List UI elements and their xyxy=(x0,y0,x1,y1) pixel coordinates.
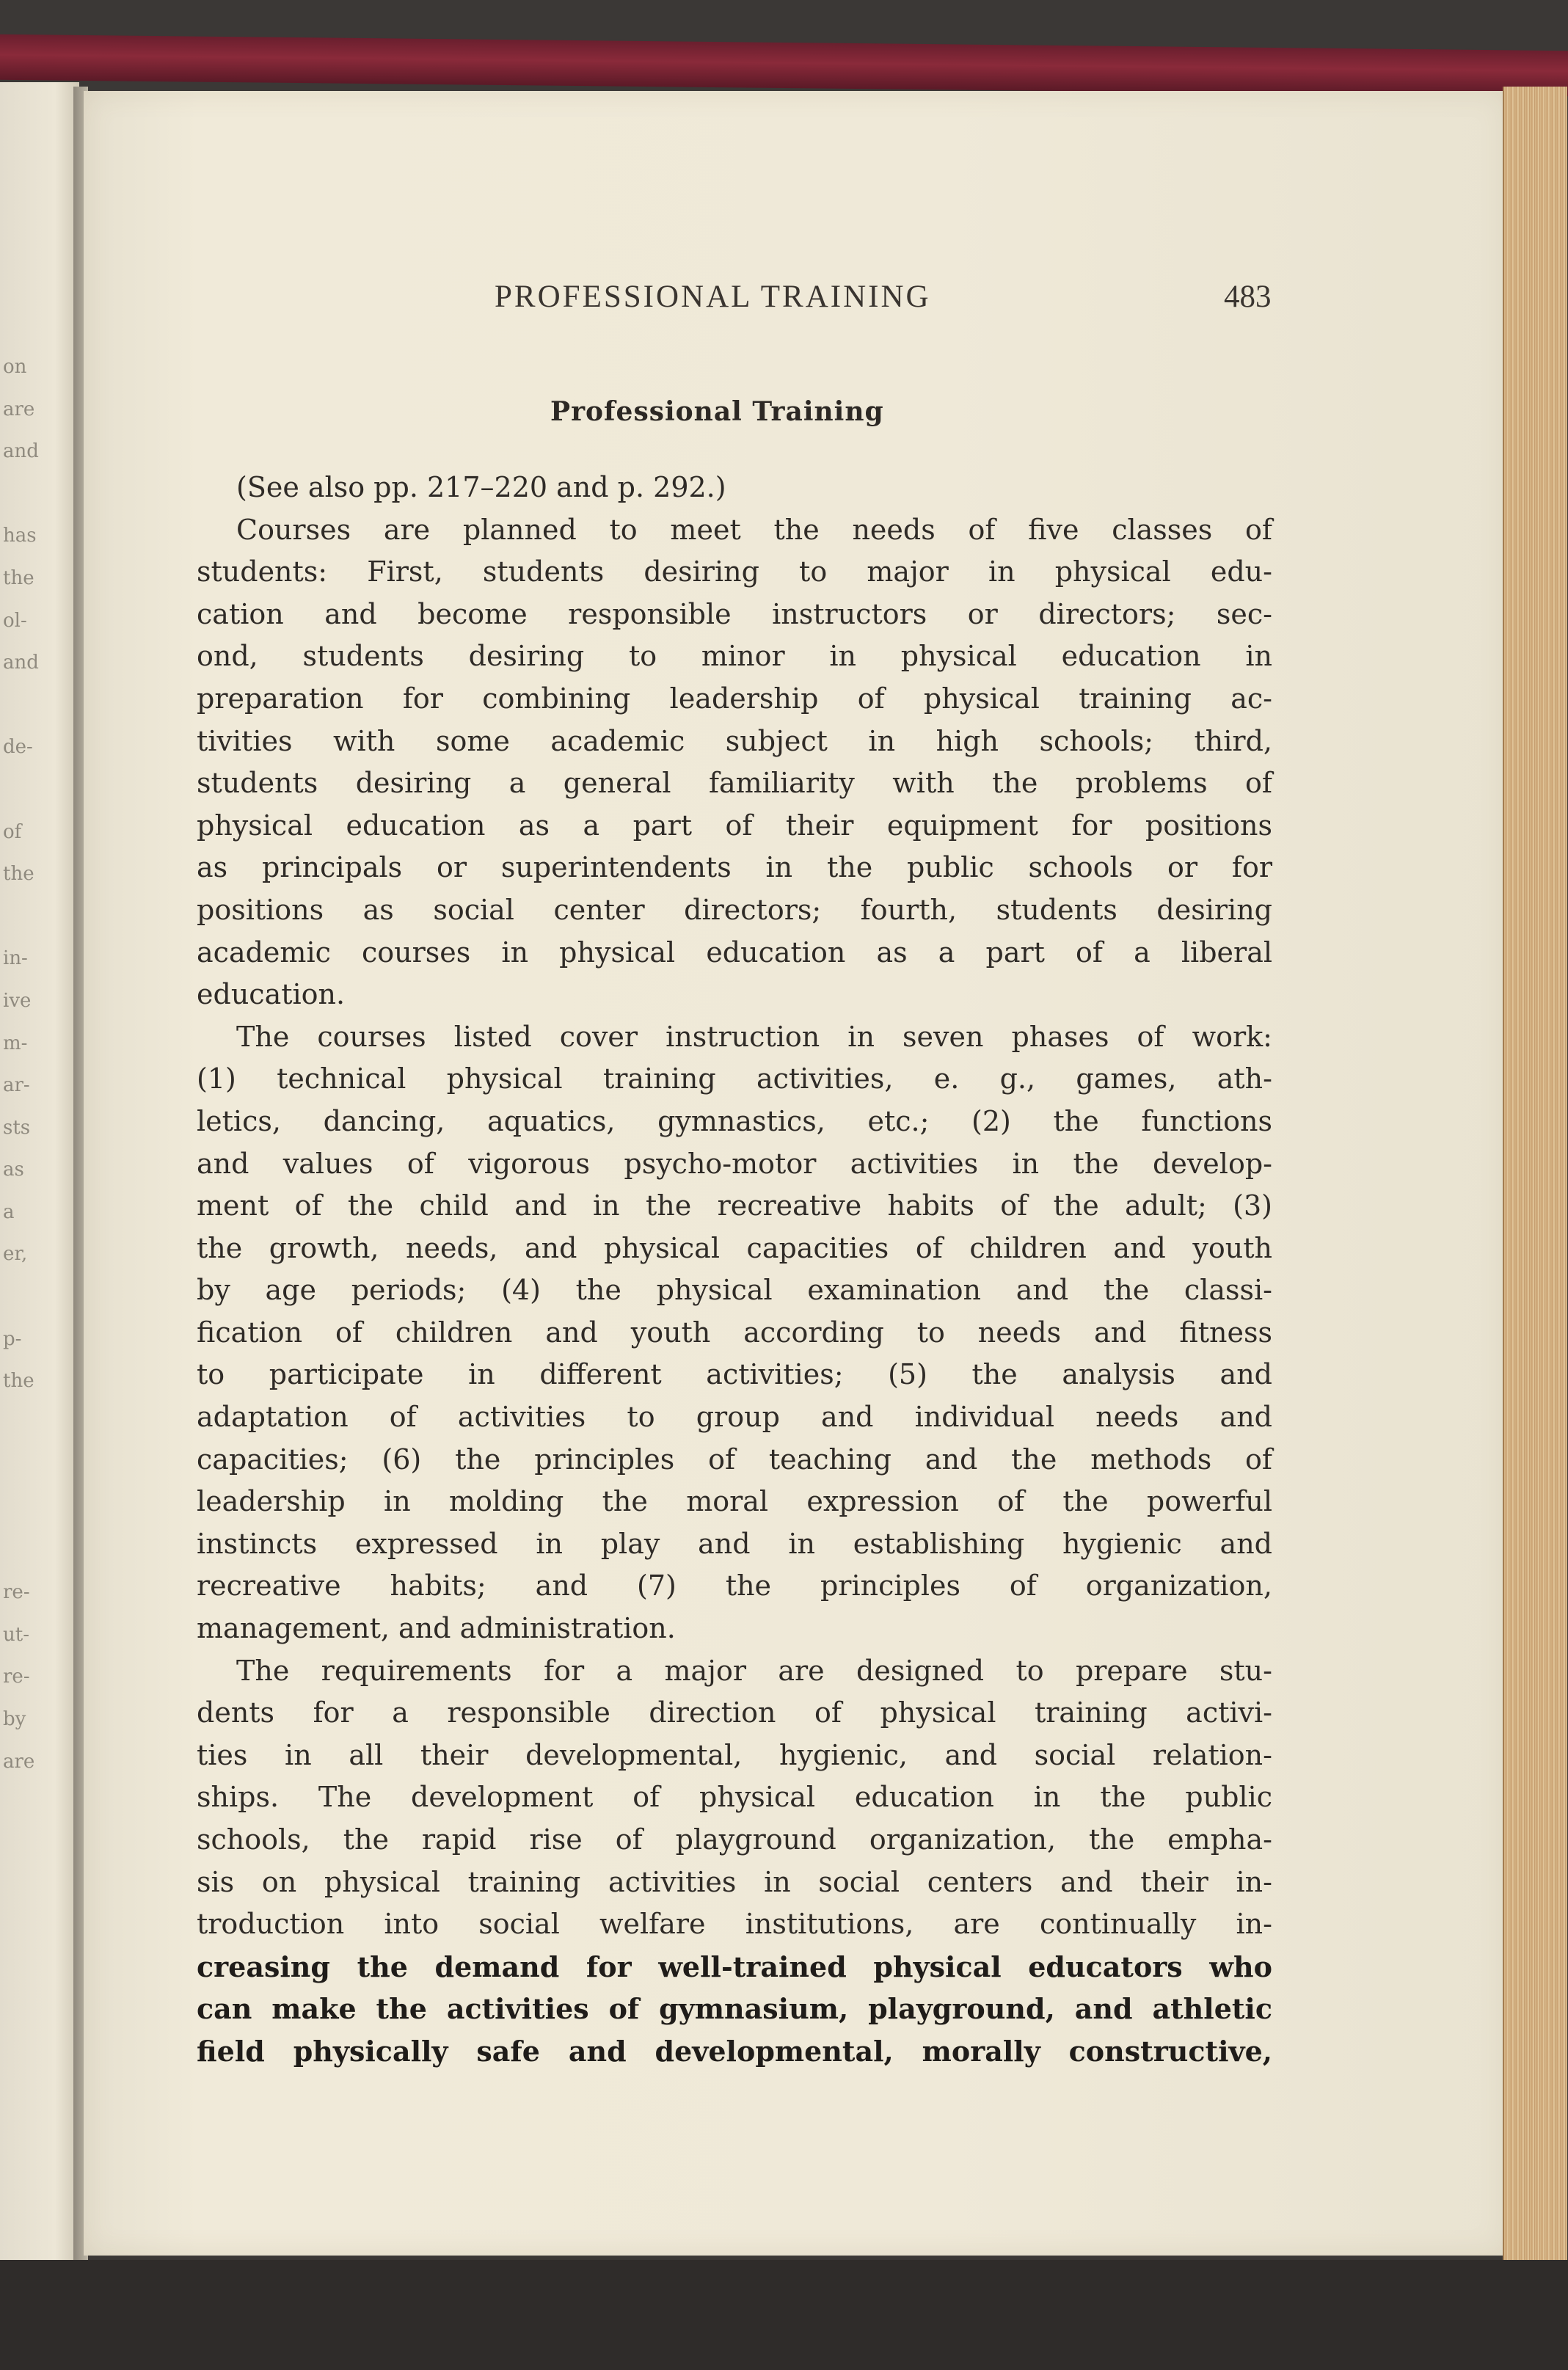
text-line: The courses listed cover instruction in seven phases of work: xyxy=(236,1020,1272,1053)
scan-background xyxy=(0,2260,1568,2370)
text-line: can make the activities of gymnasium, playground, and athletic xyxy=(197,1992,1272,2026)
previous-page-text-fragments xyxy=(3,346,62,1783)
text-line: Courses are planned to meet the needs of five classes of xyxy=(236,513,1272,546)
section-heading: Professional Training xyxy=(550,396,884,427)
text-line: cation and become responsible instructors or directors; sec- xyxy=(197,597,1272,630)
previous-page-fragment xyxy=(3,769,62,812)
previous-page-fragment: on xyxy=(3,356,27,378)
book-cover-edge xyxy=(0,34,1568,96)
previous-page-fragment: sts xyxy=(3,1116,31,1139)
text-line: students: First, students desiring to major in physical edu- xyxy=(197,555,1272,588)
text-line: students desiring a general familiarity with the problems of xyxy=(197,767,1272,800)
previous-page-fragment: are xyxy=(3,398,35,420)
text-line: troduction into social welfare institutions, are continually in- xyxy=(197,1908,1272,1941)
text-line: preparation for combining leadership of physical training ac- xyxy=(197,682,1272,715)
previous-page-fragment: ive xyxy=(3,989,32,1012)
running-head: PROFESSIONAL TRAINING xyxy=(495,280,931,314)
text-line: (See also pp. 217–220 and p. 292.) xyxy=(236,471,726,503)
previous-page-fragment xyxy=(3,1403,62,1445)
text-line: physical education as a part of their equipment for positions xyxy=(197,809,1272,842)
text-line: ties in all their developmental, hygienic, and social relation- xyxy=(197,1738,1272,1771)
previous-page-fragment: the xyxy=(3,566,34,589)
previous-page-fragment xyxy=(3,896,62,938)
text-line: to participate in different activities; (5) the analysis and xyxy=(197,1358,1272,1391)
text-line: education. xyxy=(197,978,346,1011)
previous-page-fragment: p- xyxy=(3,1327,22,1350)
text-line: dents for a responsible direction of physical training activi- xyxy=(197,1696,1272,1729)
text-line: ships. The development of physical education in the public xyxy=(197,1781,1272,1814)
previous-page-margin xyxy=(0,82,79,2320)
text-line: recreative habits; and (7) the principles of organization, xyxy=(197,1569,1272,1603)
previous-page-fragment: de- xyxy=(3,736,33,759)
page-number: 483 xyxy=(1224,280,1272,314)
text-line: and values of vigorous psycho-motor activities in the develop- xyxy=(197,1147,1272,1180)
previous-page-fragment: ar- xyxy=(3,1074,30,1097)
text-line: creasing the demand for well-trained physical educators who xyxy=(197,1950,1272,1983)
previous-page-fragment: the xyxy=(3,1370,34,1393)
text-line: management, and administration. xyxy=(197,1612,676,1645)
page-edges xyxy=(1503,87,1567,2280)
text-line: leadership in molding the moral expression of the powerful xyxy=(197,1485,1272,1518)
text-line: positions as social center directors; fourth, students desiring xyxy=(197,893,1272,926)
previous-page-fragment: of xyxy=(3,820,22,843)
previous-page-fragment xyxy=(3,473,62,516)
body-text xyxy=(197,467,1272,2073)
previous-page-fragment: the xyxy=(3,863,34,886)
text-line: capacities; (6) the principles of teaching and the methods of xyxy=(197,1443,1272,1476)
previous-page-fragment xyxy=(3,1487,62,1530)
previous-page-fragment: as xyxy=(3,1159,24,1181)
text-line: by age periods; (4) the physical examination and the classi- xyxy=(197,1274,1272,1307)
previous-page-fragment: a xyxy=(3,1200,15,1223)
previous-page-fragment: er, xyxy=(3,1243,28,1266)
text-line: schools, the rapid rise of playground organization, the empha- xyxy=(197,1823,1272,1856)
text-line: (1) technical physical training activities, e. g., games, ath- xyxy=(197,1062,1272,1095)
text-line: tivities with some academic subject in high schools; third, xyxy=(197,724,1272,757)
previous-page-fragment xyxy=(3,1530,62,1572)
previous-page-fragment: are xyxy=(3,1750,35,1773)
previous-page-fragment: ol- xyxy=(3,609,27,632)
text-line: adaptation of activities to group and individual needs and xyxy=(197,1401,1272,1434)
text-line: letics, dancing, aquatics, gymnastics, etc.; (2) the functions xyxy=(197,1104,1272,1137)
text-line: as principals or superintendents in the public schools or for xyxy=(197,851,1272,884)
text-line: The requirements for a major are designed to prepare stu- xyxy=(236,1654,1272,1687)
previous-page-fragment: m- xyxy=(3,1032,28,1054)
text-line: ond, students desiring to minor in physical education in xyxy=(197,640,1272,673)
previous-page-fragment: by xyxy=(3,1708,26,1730)
previous-page-fragment: in- xyxy=(3,947,28,970)
text-line: academic courses in physical education as a part of a liberal xyxy=(197,936,1272,969)
previous-page-fragment xyxy=(3,685,62,727)
text-line: ment of the child and in the recreative habits of the adult; (3) xyxy=(197,1189,1272,1222)
previous-page-fragment: and xyxy=(3,652,39,674)
text-line: sis on physical training activities in social centers and their in- xyxy=(197,1865,1272,1898)
previous-page-fragment: has xyxy=(3,525,37,547)
previous-page-fragment xyxy=(3,1445,62,1487)
text-line: the growth, needs, and physical capacities of children and youth xyxy=(197,1231,1272,1264)
previous-page-fragment: re- xyxy=(3,1666,30,1688)
text-line: field physically safe and developmental, morally constructive, xyxy=(197,2034,1272,2068)
text-line: fication of children and youth according to needs and fitness xyxy=(197,1316,1272,1349)
previous-page-fragment xyxy=(3,1276,62,1319)
previous-page-fragment: re- xyxy=(3,1581,30,1604)
text-line: instincts expressed in play and in establishing hygienic and xyxy=(197,1527,1272,1560)
previous-page-fragment: ut- xyxy=(3,1623,29,1646)
previous-page-fragment: and xyxy=(3,440,39,463)
